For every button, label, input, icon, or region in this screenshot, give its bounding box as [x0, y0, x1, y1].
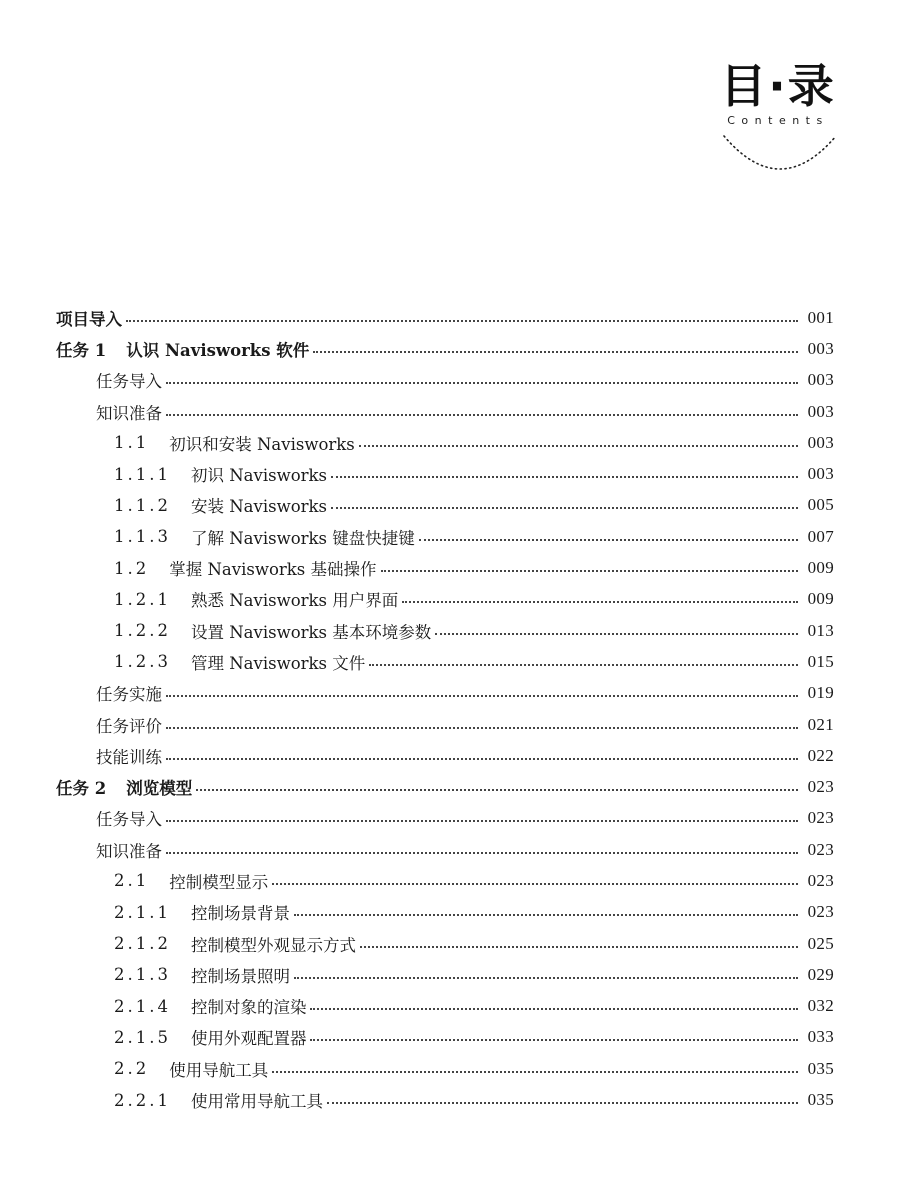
- toc-entry-number: 1.1.1: [114, 464, 171, 484]
- toc-entry-title: 任务导入: [96, 810, 162, 830]
- toc-entry-title: 知识准备: [96, 841, 162, 861]
- toc-entry[interactable]: [56, 709, 834, 740]
- toc-entry[interactable]: [56, 959, 834, 990]
- toc-entry[interactable]: [56, 396, 834, 427]
- toc-entry-number: 1.2.3: [114, 652, 171, 672]
- toc-entry-title: 认识 Navisworks 软件: [126, 340, 310, 360]
- toc-entry-page-number: 035: [807, 1090, 834, 1110]
- dot-leader: [359, 445, 798, 447]
- dot-leader: [166, 382, 798, 384]
- toc-entry-page-number: 015: [807, 651, 834, 671]
- toc-entry[interactable]: [56, 1022, 834, 1053]
- toc-entry[interactable]: [56, 678, 834, 709]
- page-title: 目·录: [720, 59, 836, 113]
- dotted-arc-ornament: [720, 132, 840, 182]
- toc-entry[interactable]: [56, 490, 834, 521]
- toc-entry-page-number: 005: [807, 495, 834, 515]
- toc-entry-title: 使用常用导航工具: [190, 1092, 323, 1112]
- toc-entry-page-number: 003: [807, 338, 834, 358]
- toc-entry-page-number: 001: [807, 307, 834, 327]
- toc-entry-number: 任务 2: [56, 779, 107, 799]
- dot-leader: [294, 914, 798, 916]
- dot-leader: [310, 1008, 797, 1010]
- dot-leader: [331, 507, 798, 509]
- toc-entry[interactable]: [56, 552, 834, 583]
- toc-entry-title: 控制模型外观显示方式: [190, 935, 356, 955]
- toc-entry[interactable]: [56, 302, 834, 333]
- table-of-contents: [56, 302, 834, 1116]
- dot-leader: [381, 570, 798, 572]
- toc-entry-number: 1.1.2: [114, 495, 171, 515]
- toc-heading: [700, 58, 860, 188]
- toc-entry-page-number: 003: [807, 401, 834, 421]
- toc-entry-title: 任务实施: [96, 685, 162, 705]
- toc-entry-page-number: 003: [807, 432, 834, 452]
- toc-entry-number: 1.2.1: [114, 589, 171, 609]
- dot-leader: [166, 820, 798, 822]
- toc-entry-page-number: 023: [807, 870, 834, 890]
- toc-entry-title: 掌握 Navisworks 基础操作: [169, 560, 377, 580]
- toc-entry[interactable]: [56, 834, 834, 865]
- dot-leader: [196, 789, 797, 791]
- dot-leader: [360, 946, 798, 948]
- toc-entry-page-number: 007: [807, 526, 834, 546]
- toc-entry[interactable]: [56, 991, 834, 1022]
- toc-entry-page-number: 033: [807, 1027, 834, 1047]
- toc-entry-number: 1.1: [114, 433, 150, 453]
- dot-leader: [435, 633, 797, 635]
- page-subtitle: Contents: [727, 114, 829, 127]
- toc-entry[interactable]: [56, 1053, 834, 1084]
- toc-entry-title: 项目导入: [56, 309, 122, 329]
- toc-entry-number: 2.1.2: [114, 934, 171, 954]
- toc-entry[interactable]: [56, 646, 834, 677]
- toc-entry-page-number: 023: [807, 902, 834, 922]
- toc-entry-title: 了解 Navisworks 键盘快捷键: [190, 528, 415, 548]
- toc-entry[interactable]: [56, 897, 834, 928]
- toc-entry-number: 2.1.1: [114, 902, 171, 922]
- toc-entry-page-number: 023: [807, 777, 834, 797]
- toc-entry-number: 1.1.3: [114, 527, 171, 547]
- toc-entry-page-number: 021: [807, 714, 834, 734]
- toc-entry-title: 初识和安装 Navisworks: [169, 434, 355, 454]
- dot-leader: [331, 476, 798, 478]
- toc-entry-number: 2.1.4: [114, 996, 171, 1016]
- toc-entry-number: 2.1.5: [114, 1027, 171, 1047]
- toc-entry-title: 设置 Navisworks 基本环境参数: [190, 622, 432, 642]
- toc-entry[interactable]: [56, 928, 834, 959]
- toc-entry[interactable]: [56, 458, 834, 489]
- toc-entry-number: 2.1: [114, 871, 150, 891]
- toc-entry[interactable]: [56, 584, 834, 615]
- dot-leader: [272, 1071, 797, 1073]
- toc-entry-page-number: 003: [807, 370, 834, 390]
- dot-leader: [126, 320, 798, 322]
- dot-leader: [166, 852, 798, 854]
- toc-entry-page-number: 035: [807, 1058, 834, 1078]
- toc-entry-page-number: 023: [807, 808, 834, 828]
- toc-entry-page-number: 022: [807, 745, 834, 765]
- toc-entry-title: 控制对象的渲染: [190, 998, 307, 1018]
- toc-entry-title: 控制场景背景: [190, 904, 290, 924]
- toc-entry-page-number: 019: [807, 683, 834, 703]
- toc-entry-title: 技能训练: [96, 747, 162, 767]
- toc-entry-title: 安装 Navisworks: [190, 497, 327, 517]
- dot-leader: [166, 414, 798, 416]
- toc-entry-title: 知识准备: [96, 403, 162, 423]
- toc-entry-title: 使用导航工具: [169, 1060, 269, 1080]
- toc-entry-page-number: 025: [807, 933, 834, 953]
- toc-entry-title: 使用外观配置器: [190, 1029, 307, 1049]
- toc-entry-number: 1.2.2: [114, 621, 171, 641]
- toc-entry[interactable]: [56, 740, 834, 771]
- dot-leader: [166, 758, 798, 760]
- dot-leader: [313, 351, 797, 353]
- toc-entry[interactable]: [56, 365, 834, 396]
- toc-entry-number: 2.1.3: [114, 965, 171, 985]
- dot-leader: [369, 664, 797, 666]
- toc-entry-title: 管理 Navisworks 文件: [190, 653, 366, 673]
- toc-entry-title: 任务导入: [96, 372, 162, 392]
- toc-entry[interactable]: [56, 521, 834, 552]
- toc-entry-title: 初识 Navisworks: [190, 466, 327, 486]
- toc-entry-number: 1.2: [114, 558, 150, 578]
- toc-entry-number: 任务 1: [56, 340, 107, 360]
- toc-entry-title: 任务评价: [96, 716, 162, 736]
- toc-entry-page-number: 032: [807, 996, 834, 1016]
- toc-entry-title: 控制模型显示: [169, 872, 269, 892]
- dot-leader: [166, 727, 798, 729]
- toc-entry[interactable]: [56, 865, 834, 896]
- dot-leader: [402, 601, 797, 603]
- toc-entry-page-number: 009: [807, 589, 834, 609]
- toc-entry-title: 控制场景照明: [190, 966, 290, 986]
- toc-entry-number: 2.2: [114, 1059, 150, 1079]
- toc-entry-title: 浏览模型: [126, 779, 193, 799]
- dot-leader: [166, 695, 798, 697]
- toc-entry[interactable]: [56, 427, 834, 458]
- dot-leader: [310, 1039, 797, 1041]
- toc-entry-page-number: 009: [807, 558, 834, 578]
- dot-leader: [327, 1102, 798, 1104]
- toc-entry[interactable]: [56, 803, 834, 834]
- dot-leader: [294, 977, 798, 979]
- toc-entry[interactable]: [56, 615, 834, 646]
- toc-entry-page-number: 013: [807, 620, 834, 640]
- toc-entry-page-number: 003: [807, 464, 834, 484]
- toc-entry-title: 熟悉 Navisworks 用户界面: [190, 591, 399, 611]
- dot-leader: [272, 883, 797, 885]
- toc-entry-page-number: 029: [807, 964, 834, 984]
- toc-entry[interactable]: [56, 1084, 834, 1115]
- toc-entry[interactable]: [56, 771, 834, 802]
- toc-entry[interactable]: [56, 333, 834, 364]
- dot-leader: [419, 539, 798, 541]
- toc-entry-page-number: 023: [807, 839, 834, 859]
- toc-entry-number: 2.2.1: [114, 1090, 171, 1110]
